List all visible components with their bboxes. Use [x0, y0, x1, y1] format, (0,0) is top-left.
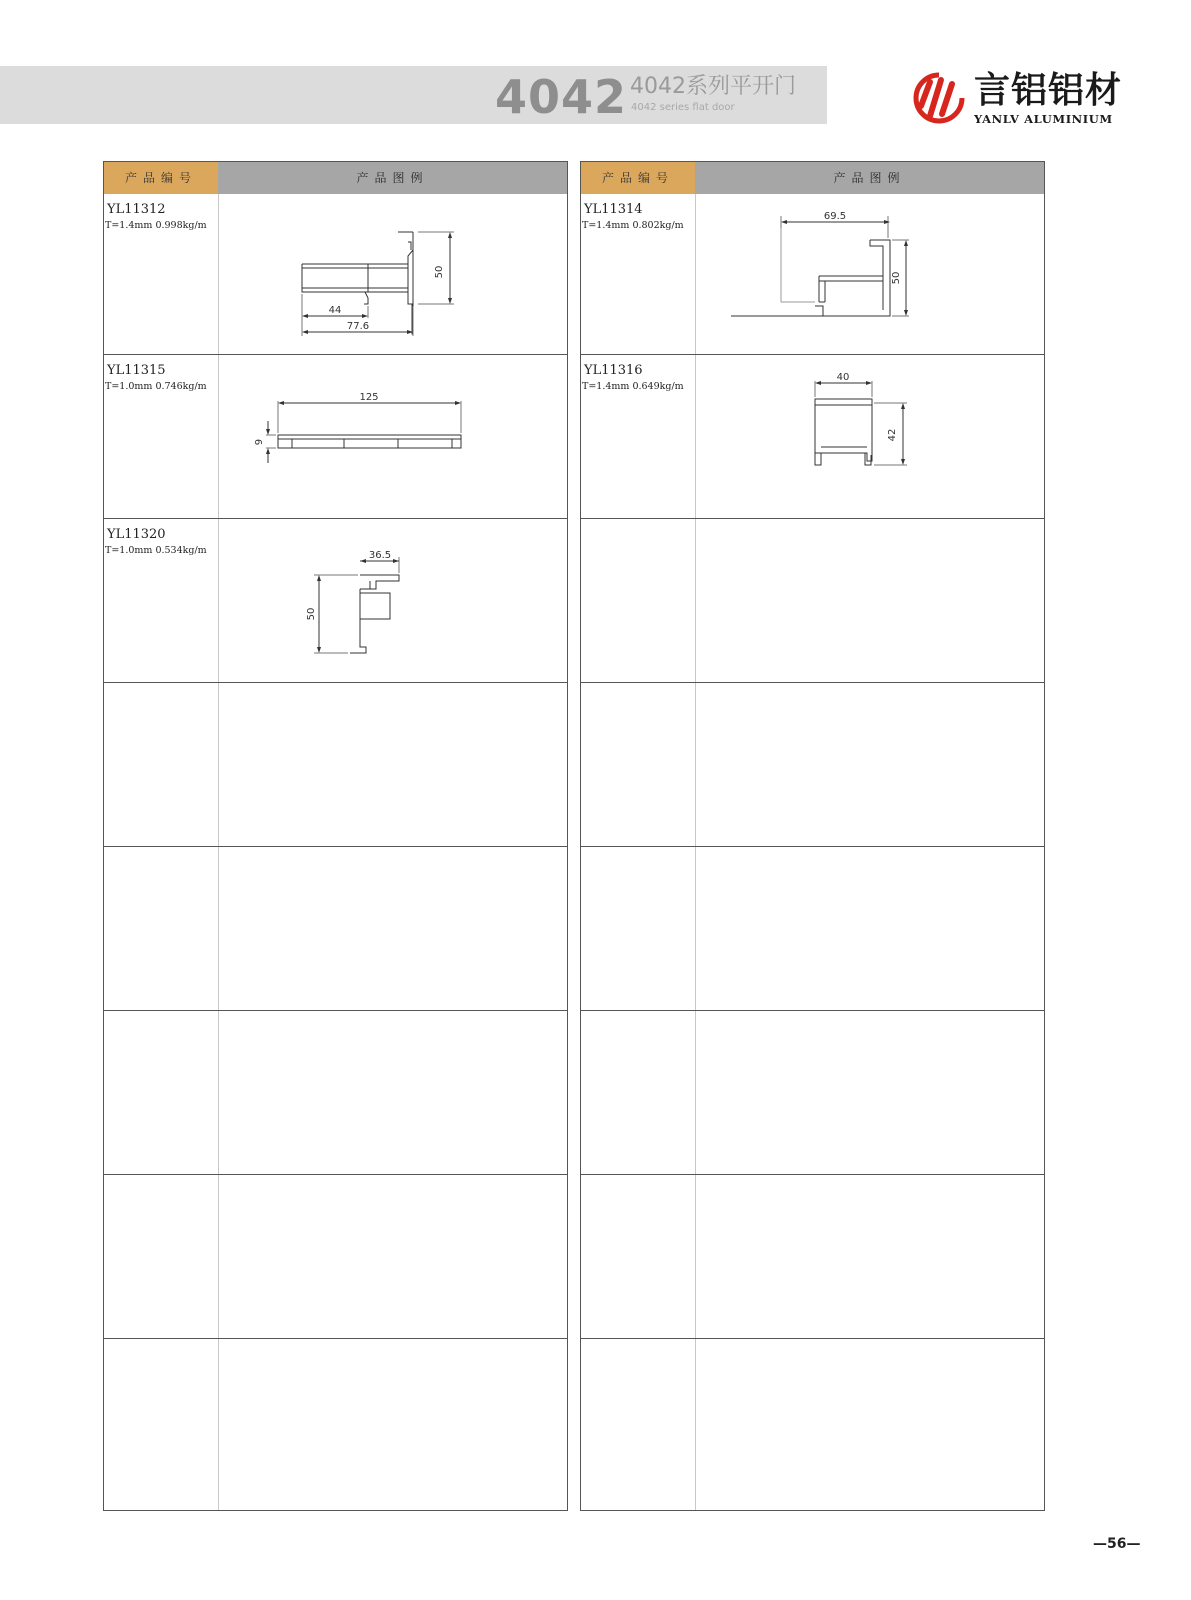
profile-drawing [218, 519, 568, 682]
product-row [104, 194, 567, 358]
brand-name-en: YANLV ALUMINIUM [974, 112, 1113, 126]
brand-name-cn: 言铝铝材 [974, 70, 1123, 111]
column-header-code: 产品编号 [104, 162, 218, 194]
dimension-label: 9 [254, 438, 265, 446]
product-row [104, 354, 567, 518]
brand-logo [912, 68, 1132, 130]
dimension-label: 42 [887, 428, 898, 442]
product-spec: T=1.4mm 0.649kg/m [582, 381, 684, 392]
dimension-label: 44 [328, 305, 342, 316]
product-spec: T=1.0mm 0.534kg/m [105, 545, 207, 556]
product-row [104, 518, 567, 682]
dimension-label: 50 [891, 271, 902, 285]
product-table-left [103, 161, 568, 1511]
page-number: —56— [1093, 1536, 1141, 1552]
series-title-en: 4042 series flat door [631, 102, 735, 113]
product-code: YL11320 [107, 527, 166, 542]
profile-drawing [695, 194, 1045, 357]
empty-row [104, 1010, 567, 1174]
dimension-label: 36.5 [368, 550, 392, 561]
dimension-label: 40 [836, 372, 850, 383]
dimension-label: 69.5 [823, 211, 847, 222]
product-code: YL11312 [107, 202, 166, 217]
dimension-label: 50 [306, 607, 317, 621]
product-spec: T=1.0mm 0.746kg/m [105, 381, 207, 392]
product-row [581, 194, 1044, 358]
empty-row [581, 518, 1044, 682]
product-code: YL11316 [584, 363, 643, 378]
column-header-figure: 产品图例 [218, 162, 567, 194]
dimension-label: 125 [359, 392, 379, 403]
dimension-label: 50 [434, 265, 445, 279]
product-row [581, 354, 1044, 518]
product-table-right [580, 161, 1045, 1511]
product-code: YL11315 [107, 363, 166, 378]
profile-drawing [218, 355, 568, 518]
product-code: YL11314 [584, 202, 643, 217]
empty-row [581, 682, 1044, 846]
column-header-figure: 产品图例 [695, 162, 1044, 194]
series-title-cn: 4042系列平开门 [630, 74, 796, 99]
brand-mark-icon [912, 72, 966, 124]
empty-row [104, 682, 567, 846]
empty-row [581, 1174, 1044, 1338]
empty-row [104, 1338, 567, 1510]
empty-row [104, 846, 567, 1010]
product-spec: T=1.4mm 0.998kg/m [105, 220, 207, 231]
empty-row [581, 846, 1044, 1010]
product-spec: T=1.4mm 0.802kg/m [582, 220, 684, 231]
empty-row [104, 1174, 567, 1338]
series-code: 4042 [495, 70, 628, 124]
empty-row [581, 1338, 1044, 1510]
profile-drawing [695, 355, 1045, 518]
dimension-label: 77.6 [346, 321, 370, 332]
profile-drawing [218, 194, 568, 357]
column-header-code: 产品编号 [581, 162, 695, 194]
empty-row [581, 1010, 1044, 1174]
